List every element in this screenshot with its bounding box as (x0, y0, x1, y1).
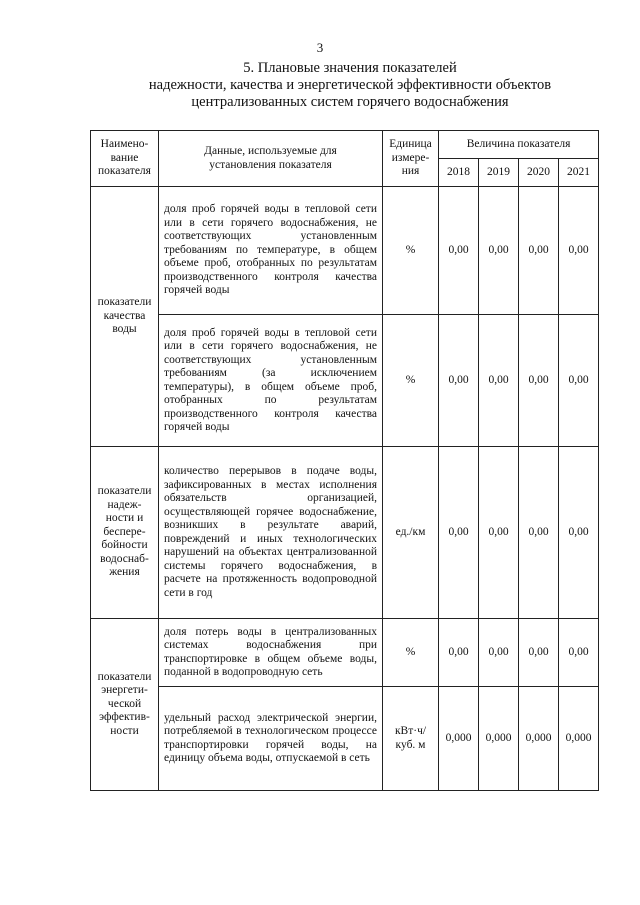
indicator-value: 0,00 (479, 447, 519, 619)
header-year: 2020 (519, 159, 559, 187)
indicator-value: 0,00 (439, 315, 479, 447)
table-row (91, 619, 599, 687)
indicator-unit: кВт·ч/ куб. м (383, 687, 439, 791)
header-year: 2018 (439, 159, 479, 187)
indicator-data: количество перерывов в подаче воды, зафиксированных в местах исполнения обязательств организацией, осуществляющей горячее водоснабжение, возникших в результате аварий, повреждений и иных технологических нарушений на объектах централизованной системы горячего водоснабжения, в расчете на протяженность водопроводной сети в год (159, 447, 383, 619)
indicator-name: показатели качества воды (91, 187, 159, 447)
table-row (91, 315, 599, 447)
title-line: централизованных систем горячего водоснабжения (191, 94, 509, 110)
header-name: Наимено- вание показателя (91, 131, 159, 187)
page-number: 3 (316, 40, 324, 55)
indicator-value: 0,00 (519, 619, 559, 687)
indicator-data: доля проб горячей воды в тепловой сети или в сети горячего водоснабжения, не соответствующих установленным требованиям по температуре, в общем объеме проб, отобранных по результатам производственного контроля качества горячей воды (159, 187, 383, 315)
indicator-data: доля проб горячей воды в тепловой сети или в сети горячего водоснабжения, не соответствующих установленным требованиям (за исключением температуры), в общем объеме проб, отобранных по результатам производственного контроля качества горячей воды (159, 315, 383, 447)
section-title (100, 60, 600, 111)
indicator-value: 0,00 (479, 187, 519, 315)
table-row (91, 187, 599, 315)
indicator-unit: % (383, 187, 439, 315)
indicator-name: показатели надеж- ности и беспере- бойности водоснаб- жения (91, 447, 159, 619)
indicator-value: 0,000 (439, 687, 479, 791)
indicator-value: 0,00 (559, 187, 599, 315)
header-unit: Единица измере- ния (383, 131, 439, 187)
indicator-value: 0,00 (439, 447, 479, 619)
indicator-value: 0,000 (519, 687, 559, 791)
indicator-value: 0,00 (519, 447, 559, 619)
indicator-value: 0,00 (519, 187, 559, 315)
title-line: 5. Плановые значения показателей (243, 60, 457, 76)
indicator-value: 0,00 (559, 315, 599, 447)
indicator-value: 0,00 (519, 315, 559, 447)
title-line: надежности, качества и энергетической эффективности объектов (148, 77, 552, 93)
indicator-unit: % (383, 315, 439, 447)
indicator-data: доля потерь воды в централизованных системах водоснабжения при транспортировке в общем объеме воды, поданной в водопроводную сеть (159, 619, 383, 687)
header-year: 2019 (479, 159, 519, 187)
header-value: Величина показателя (439, 131, 599, 159)
table-row (91, 687, 599, 791)
indicator-unit: % (383, 619, 439, 687)
indicator-value: 0,00 (439, 619, 479, 687)
table-body (91, 187, 599, 791)
header-year: 2021 (559, 159, 599, 187)
indicator-value: 0,000 (559, 687, 599, 791)
indicator-name: показатели энергети- ческой эффектив- ности (91, 619, 159, 791)
indicator-value: 0,000 (479, 687, 519, 791)
indicator-unit: ед./км (383, 447, 439, 619)
indicator-value: 0,00 (479, 315, 519, 447)
indicator-value: 0,00 (559, 619, 599, 687)
indicator-value: 0,00 (439, 187, 479, 315)
header-data: Данные, используемые для установления показателя (159, 131, 383, 187)
indicator-data: удельный расход электрической энергии, потребляемой в технологическом процессе транспортировки горячей воды, на единицу объема воды, отпускаемой в сеть (159, 687, 383, 791)
indicator-value: 0,00 (479, 619, 519, 687)
indicator-value: 0,00 (559, 447, 599, 619)
indicators-table (90, 130, 599, 791)
table-row (91, 447, 599, 619)
